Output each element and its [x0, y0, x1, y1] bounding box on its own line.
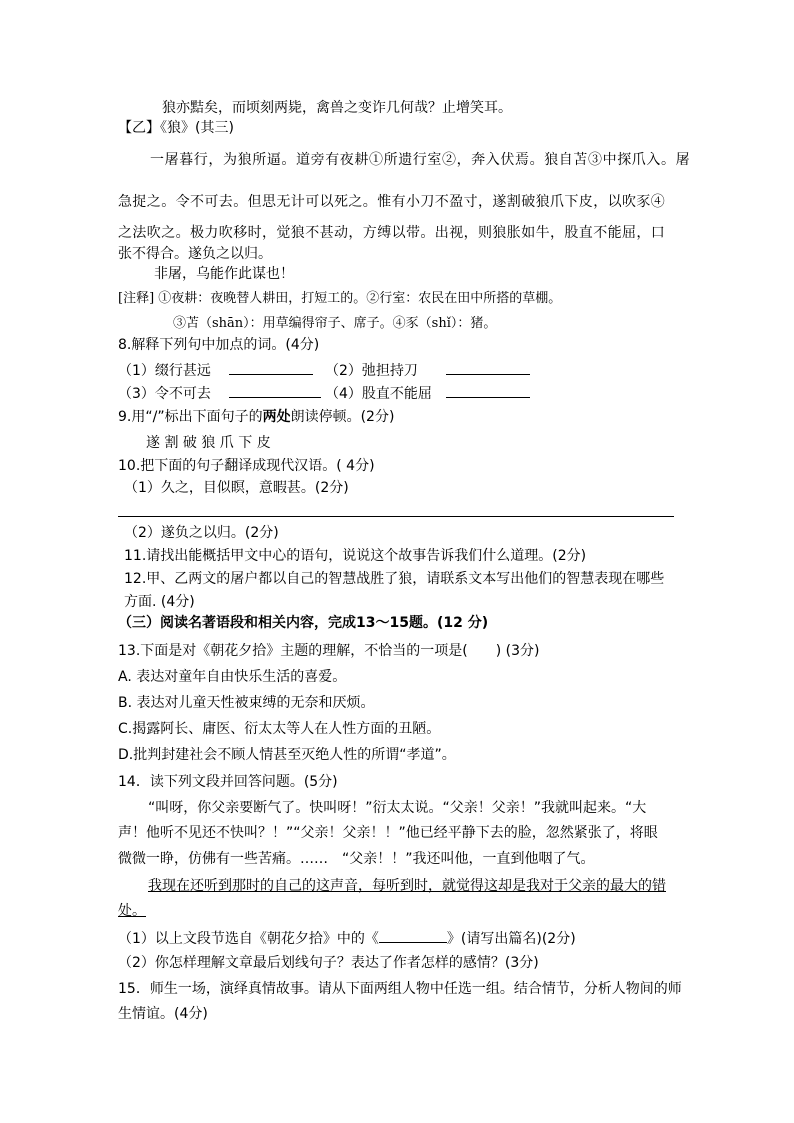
question-8-item — [118, 383, 321, 403]
answer-blank[interactable] — [379, 928, 447, 943]
passage-prev-line: 狼亦黠矣，而顷刻两毙，禽兽之变诈几何哉？止增笑耳。 — [162, 100, 512, 116]
question-12-line: 方面. (4分) — [124, 594, 195, 610]
item-text: （2）弛担持刀 — [325, 363, 418, 379]
answer-blank[interactable] — [229, 383, 321, 398]
annotation: ③苫（shān）：用草编得帘子、席子。④豕（shǐ）：猪。 — [173, 316, 497, 331]
question-14-item: （1）以上文段节选自《朝花夕拾》中的《 》(请写出篇名)(2分) — [118, 928, 576, 948]
option-b: B. 表达对儿童天性被束缚的无奈和厌烦。 — [118, 695, 375, 711]
question-10-item: （1）久之，目似瞑，意暇甚。(2分) — [124, 480, 349, 496]
question-8-item — [325, 360, 530, 380]
passage-line: 张不得合。遂负之以归。 — [118, 246, 272, 262]
answer-blank[interactable] — [446, 383, 530, 398]
question-11: 11.请找出能概括甲文中心的语句，说说这个故事告诉我们什么道理。(2分) — [124, 548, 587, 564]
option-a: A. 表达对童年自由快乐生活的喜爱。 — [118, 669, 347, 685]
item-text: （4）股直不能屈 — [325, 386, 432, 402]
underlined-sentence: 处。 — [118, 903, 146, 919]
underlined-sentence: 我现在还听到那时的自己的这声音，每听到时，就觉得这却是我对于父亲的最大的错 — [148, 878, 666, 894]
passage-line: 一屠暮行，为狼所逼。道旁有夜耕①所遗行室②，奔入伏焉。狼自苫③中探爪入。屠 — [150, 152, 691, 168]
question-8-item — [118, 360, 313, 380]
passage-line: 非屠，乌能作此谋也！ — [154, 266, 294, 282]
question-9-sentence: 遂 割 破 狼 爪 下 皮 — [146, 435, 271, 451]
question-15-line: 生情谊。(4分) — [118, 1006, 208, 1022]
answer-blank[interactable] — [229, 360, 313, 375]
question-8-stem: 8.解释下列句中加点的词。(4分) — [118, 337, 320, 353]
question-8-item — [325, 383, 530, 403]
question-10-stem: 10.把下面的句子翻译成现代汉语。( 4分) — [118, 458, 375, 474]
question-10-item: （2）遂负之以归。(2分) — [124, 525, 279, 541]
excerpt-line: 微微一睁，仿佛有一些苦痛。…… “父亲！！”我还叫他，一直到他咽了气。 — [118, 851, 595, 867]
passage-line: 急捉之。令不可去。但思无计可以死之。惟有小刀不盈寸，遂割破狼爪下皮，以吹豕④ — [118, 194, 666, 210]
item-text: （1）缀行甚远 — [118, 363, 211, 379]
question-14-stem: 14．读下列文段并回答问题。(5分) — [118, 774, 338, 790]
item-text: （3）令不可去 — [118, 386, 211, 402]
option-c: C.揭露阿长、庸医、衍太太等人在人性方面的丑陋。 — [118, 721, 441, 737]
question-14-item: （2）你怎样理解文章最后划线句子？表达了作者怎样的感情？(3分) — [118, 955, 539, 971]
option-d: D.批判封建社会不顾人情甚至灭绝人性的所谓“孝道”。 — [118, 747, 456, 763]
question-13-stem: 13.下面是对《朝花夕拾》主题的理解，不恰当的一项是( ) (3分) — [118, 643, 540, 659]
question-9-stem: 9.用“/”标出下面句子的两处朗读停顿。(2分) — [118, 409, 395, 425]
annotation: [注释] ①夜耕：夜晚替人耕田，打短工的。②行室：农民在田中所搭的草棚。 — [118, 291, 562, 306]
section-heading: （三）阅读名著语段和相关内容，完成13～15题。(12 分) — [118, 615, 489, 631]
passage-line: 之法吹之。极力吹移时，觉狼不甚动，方缚以带。出视，则狼胀如牛，股直不能屈，口 — [118, 225, 666, 241]
passage-title: 【乙】《狼》(其三) — [118, 120, 234, 136]
answer-line[interactable] — [118, 516, 674, 517]
answer-blank[interactable] — [446, 360, 530, 375]
excerpt-line: 声！他听不见还不快叫？！”“父亲！父亲！！”他已经平静下去的脸，忽然紧张了，将眼 — [118, 825, 658, 841]
question-12-line: 12.甲、乙两文的屠户都以自己的智慧战胜了狼，请联系文本写出他们的智慧表现在哪些 — [124, 571, 665, 587]
question-15-line: 15．师生一场，演绎真情故事。请从下面两组人物中任选一组。结合情节，分析人物间的师 — [118, 981, 682, 997]
excerpt-line: “叫呀，你父亲要断气了。快叫呀！”衍太太说。“父亲！父亲！”我就叫起来。“大 — [148, 800, 647, 816]
